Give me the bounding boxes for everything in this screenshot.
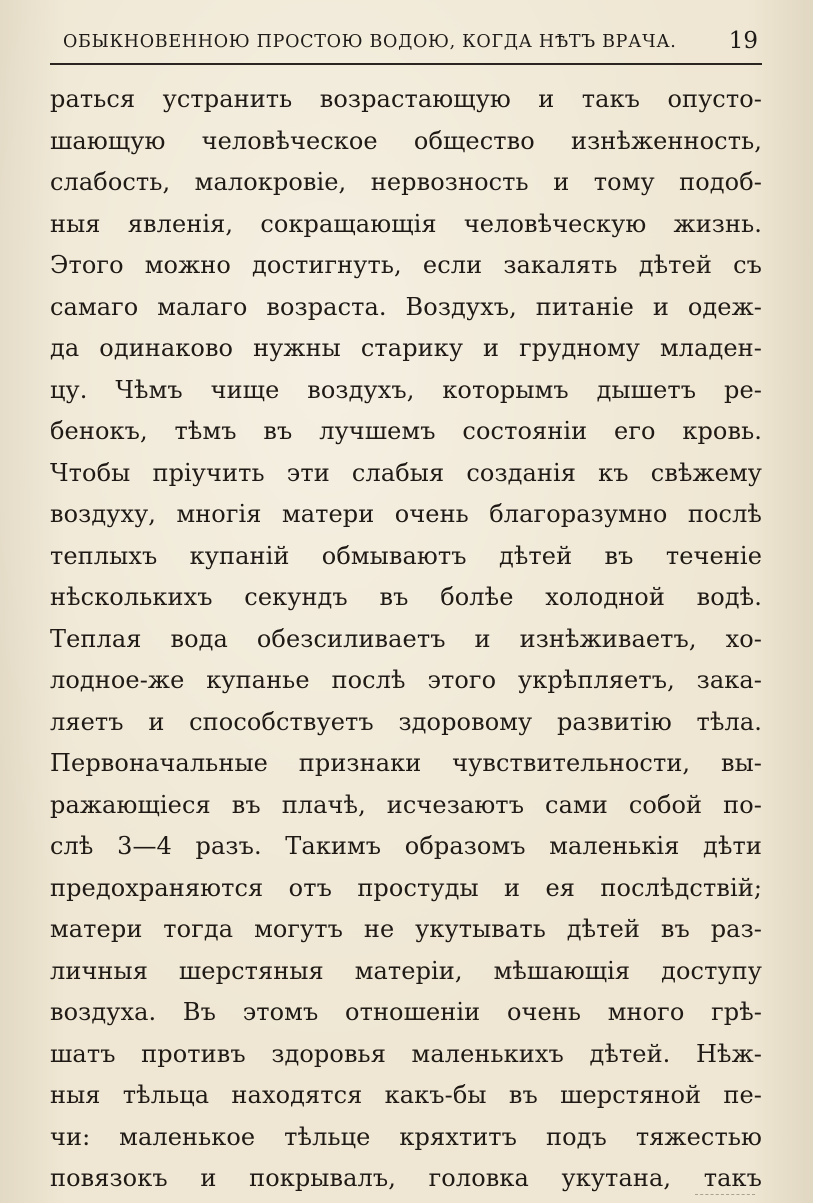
- text-line: Чтобы пріучить эти слабыя созданія къ свѣжему: [50, 458, 762, 487]
- text-line: личныя шерстяныя матеріи, мѣшающія доступу: [50, 956, 762, 985]
- text-line: ныя тѣльца находятся какъ-бы въ шерстяной пе-: [50, 1081, 762, 1109]
- text-line: да одинаково нужны старику и грудному младен-: [50, 334, 762, 362]
- text-line: раться устранить возрастающую и такъ опусто-: [50, 85, 762, 113]
- text-line: повязокъ и покрывалъ, головка укутана, такъ: [50, 1164, 762, 1192]
- text-line: шатъ противъ здоровья маленькихъ дѣтей. Нѣж-: [50, 1039, 762, 1068]
- text-line: предохраняются отъ простуды и ея послѣдствій;: [50, 873, 762, 902]
- text-line: Этого можно достигнуть, если закалять дѣтей съ: [50, 251, 762, 279]
- running-title: ОБЫКНОВЕННОЮ ПРОСТОЮ ВОДОЮ, КОГДА НѢТЪ ВРАЧА.: [63, 32, 677, 52]
- header-rule: [50, 63, 762, 65]
- text-line: Теплая вода обезсиливаетъ и изнѣживаетъ, хо-: [50, 624, 762, 653]
- text-line: Первоначальные признаки чувствительности, вы-: [50, 749, 762, 777]
- text-line: воздуху, многія матери очень благоразумно послѣ: [50, 500, 762, 528]
- text-line: ражающіеся въ плачѣ, исчезаютъ сами собой по-: [50, 790, 762, 819]
- text-line: чи: маленькое тѣльце кряхтитъ подъ тяжестью: [50, 1122, 762, 1151]
- text-line: шающую человѣческое общество изнѣженность,: [50, 126, 762, 155]
- bottom-edge-mark: [695, 1194, 755, 1203]
- text-line: ныя явленія, сокращающія человѣческую жизнь.: [50, 209, 762, 238]
- text-line: воздуха. Въ этомъ отношеніи очень много грѣ-: [50, 998, 762, 1026]
- text-line: лодное-же купанье послѣ этого укрѣпляетъ, зака-: [50, 666, 762, 694]
- body-text: [50, 79, 762, 1200]
- text-line: матери тогда могутъ не укутывать дѣтей въ раз-: [50, 915, 762, 943]
- running-head: [50, 30, 762, 64]
- text-line: цу. Чѣмъ чище воздухъ, которымъ дышетъ ре-: [50, 375, 762, 404]
- text-line: теплыхъ купаній обмываютъ дѣтей въ теченіе: [50, 541, 762, 570]
- text-line: самаго малаго возраста. Воздухъ, питаніе и одеж-: [50, 292, 762, 321]
- text-line: ляетъ и способствуетъ здоровому развитію тѣла.: [50, 707, 762, 736]
- text-line: нѣсколькихъ секундъ въ болѣе холодной водѣ.: [50, 583, 762, 611]
- text-line: бенокъ, тѣмъ въ лучшемъ состояніи его кровь.: [50, 417, 762, 445]
- text-line: слѣ 3—4 разъ. Такимъ образомъ маленькія дѣти: [50, 832, 762, 860]
- page-number: 19: [728, 28, 758, 54]
- text-line: слабость, малокровіе, нервозность и тому подоб-: [50, 168, 762, 196]
